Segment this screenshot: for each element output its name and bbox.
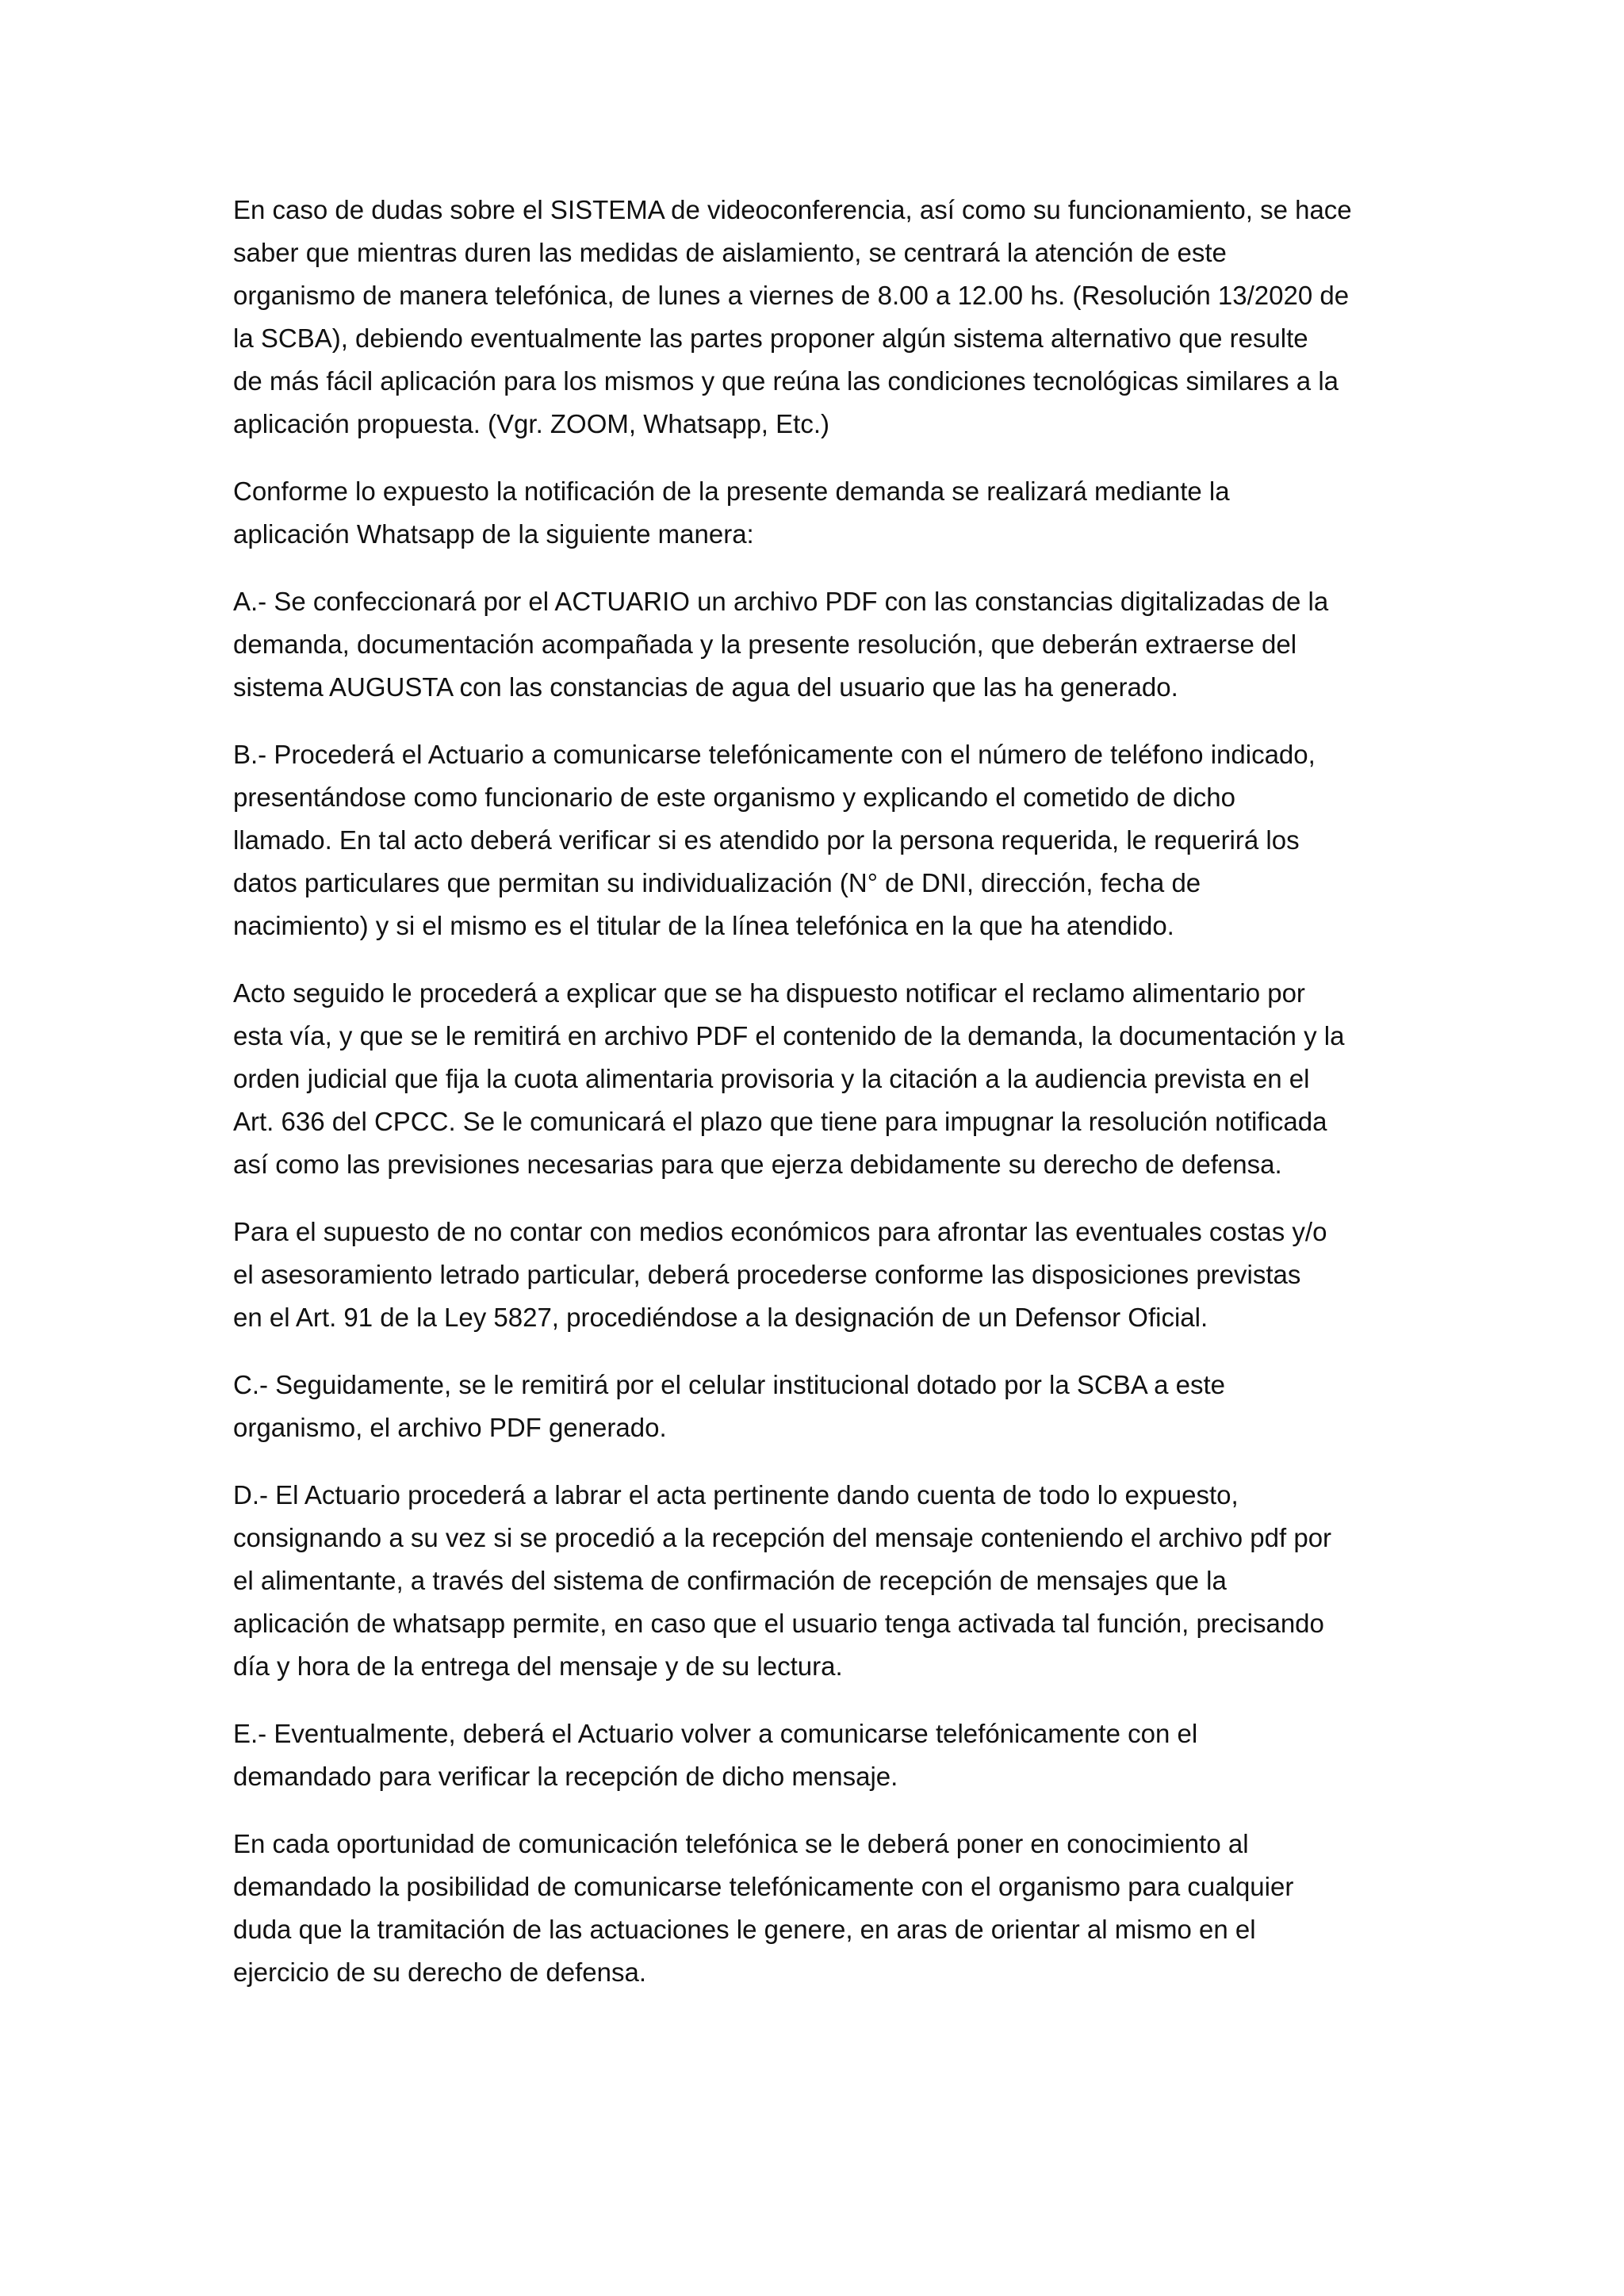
text-line: día y hora de la entrega del mensaje y de su lectura. — [233, 1651, 843, 1681]
text-line: demanda, documentación acompañada y la presente resolución, que deberán extraerse del — [233, 629, 1297, 659]
text-line: duda que la tramitación de las actuaciones le genere, en aras de orientar al mismo en el — [233, 1915, 1256, 1944]
text-line: presentándose como funcionario de este organismo y explicando el cometido de dicho — [233, 783, 1235, 812]
text-line: llamado. En tal acto deberá verificar si es atendido por la persona requerida, le requerirá los — [233, 825, 1300, 855]
document-body — [233, 189, 1407, 2019]
text-line: el asesoramiento letrado particular, deberá procederse conforme las disposiciones previstas — [233, 1260, 1301, 1289]
text-line: Art. 636 del CPCC. Se le comunicará el plazo que tiene para impugnar la resolución notificada — [233, 1107, 1327, 1136]
text-line: organismo, el archivo PDF generado. — [233, 1413, 667, 1442]
text-line: A.- Se confeccionará por el ACTUARIO un archivo PDF con las constancias digitalizadas de la — [233, 587, 1329, 616]
text-line: Para el supuesto de no contar con medios económicos para afrontar las eventuales costas y/o — [233, 1217, 1327, 1246]
text-line: demandado para verificar la recepción de dicho mensaje. — [233, 1762, 898, 1791]
text-line: Acto seguido le procederá a explicar que se ha dispuesto notificar el reclamo alimentario por — [233, 978, 1305, 1008]
paragraph-defensor — [233, 1211, 1407, 1339]
text-line: orden judicial que fija la cuota alimentaria provisoria y la citación a la audiencia prevista en el — [233, 1064, 1310, 1093]
paragraph-step-c — [233, 1364, 1407, 1449]
text-line: C.- Seguidamente, se le remitirá por el celular institucional dotado por la SCBA a este — [233, 1370, 1225, 1399]
text-line: datos particulares que permitan su individualización (N° de DNI, dirección, fecha de — [233, 868, 1201, 897]
text-line: nacimiento) y si el mismo es el titular de la línea telefónica en la que ha atendido. — [233, 911, 1174, 940]
paragraph-step-e — [233, 1712, 1407, 1798]
paragraph-step-d — [233, 1474, 1407, 1688]
paragraph-notification-intro — [233, 470, 1407, 556]
text-line: de más fácil aplicación para los mismos y que reúna las condiciones tecnológicas similares a la — [233, 366, 1339, 396]
text-line: demandado la posibilidad de comunicarse telefónicamente con el organismo para cualquier — [233, 1872, 1294, 1901]
text-line: sistema AUGUSTA con las constancias de agua del usuario que las ha generado. — [233, 672, 1178, 702]
text-line: consignando a su vez si se procedió a la recepción del mensaje conteniendo el archivo pdf por — [233, 1523, 1332, 1552]
paragraph-videoconference — [233, 189, 1407, 446]
text-line: así como las previsiones necesarias para que ejerza debidamente su derecho de defensa. — [233, 1150, 1282, 1179]
text-line: E.- Eventualmente, deberá el Actuario volver a comunicarse telefónicamente con el — [233, 1719, 1198, 1748]
text-line: En cada oportunidad de comunicación telefónica se le deberá poner en conocimiento al — [233, 1829, 1249, 1858]
text-line: aplicación propuesta. (Vgr. ZOOM, Whatsapp, Etc.) — [233, 409, 829, 438]
text-line: la SCBA), debiendo eventualmente las partes proponer algún sistema alternativo que resulte — [233, 323, 1308, 353]
text-line: aplicación Whatsapp de la siguiente manera: — [233, 519, 754, 549]
text-line: en el Art. 91 de la Ley 5827, procediéndose a la designación de un Defensor Oficial. — [233, 1303, 1208, 1332]
text-line: B.- Procederá el Actuario a comunicarse telefónicamente con el número de teléfono indicado, — [233, 740, 1316, 769]
text-line: En caso de dudas sobre el SISTEMA de videoconferencia, así como su funcionamiento, se hace — [233, 195, 1352, 224]
paragraph-closing — [233, 1823, 1407, 1994]
text-line: ejercicio de su derecho de defensa. — [233, 1957, 647, 1987]
paragraph-step-b — [233, 733, 1407, 947]
paragraph-step-a — [233, 580, 1407, 709]
paragraph-explanation — [233, 972, 1407, 1186]
text-line: saber que mientras duren las medidas de aislamiento, se centrará la atención de este — [233, 238, 1227, 267]
text-line: el alimentante, a través del sistema de confirmación de recepción de mensajes que la — [233, 1566, 1227, 1595]
text-line: Conforme lo expuesto la notificación de la presente demanda se realizará mediante la — [233, 476, 1230, 506]
text-line: organismo de manera telefónica, de lunes a viernes de 8.00 a 12.00 hs. (Resolución 13/2020 de — [233, 281, 1350, 310]
text-line: D.- El Actuario procederá a labrar el acta pertinente dando cuenta de todo lo expuesto, — [233, 1480, 1239, 1510]
text-line: esta vía, y que se le remitirá en archivo PDF el contenido de la demanda, la documentación y la — [233, 1021, 1345, 1050]
text-line: aplicación de whatsapp permite, en caso que el usuario tenga activada tal función, precisando — [233, 1609, 1324, 1638]
